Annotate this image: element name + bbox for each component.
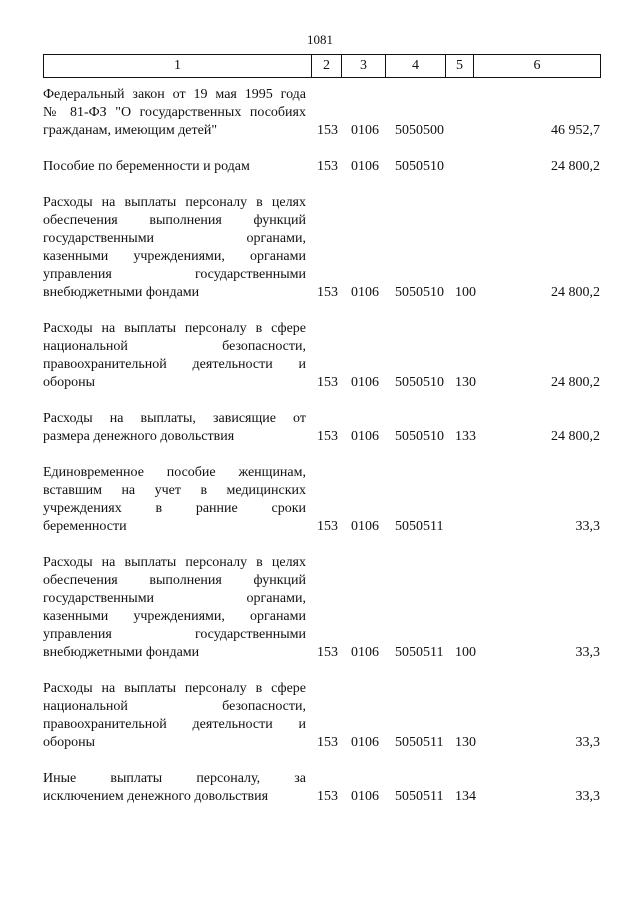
row-description	[43, 770, 306, 806]
description-line: Пособие по беременности и родам	[43, 159, 250, 174]
description-line: национальной безопасности,	[43, 339, 306, 354]
gr-code: 153	[317, 519, 338, 534]
table-row	[43, 194, 600, 302]
description-line: № 81-ФЗ "О государственных пособиях	[43, 105, 306, 120]
table-row	[43, 464, 600, 536]
column-header-4: 4	[386, 55, 446, 78]
row-description	[43, 320, 306, 392]
gr-code: 153	[317, 429, 338, 444]
description-line: правоохранительной деятельности и	[43, 357, 306, 372]
section-code: 0106	[351, 159, 379, 174]
target-article-code: 5050511	[395, 735, 444, 750]
column-header-3: 3	[342, 55, 386, 78]
description-line: Расходы на выплаты, зависящие от	[43, 411, 306, 426]
row-description	[43, 194, 306, 302]
gr-code: 153	[317, 375, 338, 390]
table-row	[43, 680, 600, 752]
description-line: внебюджетными фондами	[43, 285, 200, 300]
description-line: исключением денежного довольствия	[43, 789, 269, 804]
description-line: Расходы на выплаты персоналу в целях	[43, 195, 306, 210]
amount: 24 800,2	[551, 159, 600, 174]
expense-type-code: 100	[455, 645, 476, 660]
gr-code: 153	[317, 789, 338, 804]
target-article-code: 5050511	[395, 789, 444, 804]
expense-type-code: 133	[455, 429, 476, 444]
target-article-code: 5050510	[395, 159, 444, 174]
description-line: казенными учреждениями, органами	[43, 609, 306, 624]
column-header-table	[43, 54, 601, 78]
target-article-code: 5050510	[395, 285, 444, 300]
description-line: управления государственными	[43, 627, 306, 642]
section-code: 0106	[351, 285, 379, 300]
target-article-code: 5050510	[395, 429, 444, 444]
description-line: управления государственными	[43, 267, 306, 282]
description-line: беременности	[43, 519, 127, 534]
description-line: размера денежного довольствия	[43, 429, 235, 444]
row-description	[43, 554, 306, 662]
amount: 33,3	[575, 645, 600, 660]
description-line: государственными органами,	[43, 231, 306, 246]
description-line: Расходы на выплаты персоналу в сфере	[43, 321, 306, 336]
gr-code: 153	[317, 285, 338, 300]
column-header-6: 6	[474, 55, 601, 78]
description-line: обеспечения выполнения функций	[43, 213, 306, 228]
table-row	[43, 86, 600, 140]
section-code: 0106	[351, 123, 379, 138]
column-header-1: 1	[44, 55, 312, 78]
section-code: 0106	[351, 375, 379, 390]
description-line: обороны	[43, 375, 96, 390]
target-article-code: 5050510	[395, 375, 444, 390]
amount: 46 952,7	[551, 123, 600, 138]
description-line: Расходы на выплаты персоналу в сфере	[43, 681, 306, 696]
table-row	[43, 770, 600, 806]
description-line: вставшим на учет в медицинских	[43, 483, 306, 498]
description-line: национальной безопасности,	[43, 699, 306, 714]
column-header-row	[44, 55, 601, 78]
description-line: внебюджетными фондами	[43, 645, 200, 660]
table-row	[43, 410, 600, 446]
expense-type-code: 100	[455, 285, 476, 300]
target-article-code: 5050511	[395, 519, 444, 534]
page-number: 1081	[307, 32, 333, 47]
gr-code: 153	[317, 123, 338, 138]
row-description	[43, 680, 306, 752]
column-header-2: 2	[312, 55, 342, 78]
description-line: Расходы на выплаты персоналу в целях	[43, 555, 306, 570]
table-row	[43, 320, 600, 392]
section-code: 0106	[351, 429, 379, 444]
amount: 24 800,2	[551, 429, 600, 444]
description-line: обороны	[43, 735, 96, 750]
row-description	[43, 464, 306, 536]
description-line: учреждениях в ранние сроки	[43, 501, 306, 516]
description-line: Единовременное пособие женщинам,	[43, 465, 306, 480]
expense-type-code: 130	[455, 375, 476, 390]
description-line: казенными учреждениями, органами	[43, 249, 306, 264]
amount: 24 800,2	[551, 285, 600, 300]
amount: 33,3	[575, 789, 600, 804]
amount: 33,3	[575, 735, 600, 750]
budget-rows	[43, 86, 600, 824]
table-row	[43, 554, 600, 662]
target-article-code: 5050500	[395, 123, 444, 138]
row-description	[43, 86, 306, 140]
section-code: 0106	[351, 645, 379, 660]
description-line: Иные выплаты персоналу, за	[43, 771, 306, 786]
row-description	[43, 410, 306, 446]
expense-type-code: 134	[455, 789, 476, 804]
target-article-code: 5050511	[395, 645, 444, 660]
section-code: 0106	[351, 519, 379, 534]
column-header-5: 5	[446, 55, 474, 78]
amount: 33,3	[575, 519, 600, 534]
description-line: государственными органами,	[43, 591, 306, 606]
description-line: Федеральный закон от 19 мая 1995 года	[43, 87, 306, 102]
expense-type-code: 130	[455, 735, 476, 750]
description-line: гражданам, имеющим детей"	[43, 123, 218, 138]
gr-code: 153	[317, 645, 338, 660]
gr-code: 153	[317, 159, 338, 174]
description-line: обеспечения выполнения функций	[43, 573, 306, 588]
description-line: правоохранительной деятельности и	[43, 717, 306, 732]
gr-code: 153	[317, 735, 338, 750]
table-row	[43, 158, 600, 176]
amount: 24 800,2	[551, 375, 600, 390]
section-code: 0106	[351, 789, 379, 804]
section-code: 0106	[351, 735, 379, 750]
row-description	[43, 158, 306, 176]
